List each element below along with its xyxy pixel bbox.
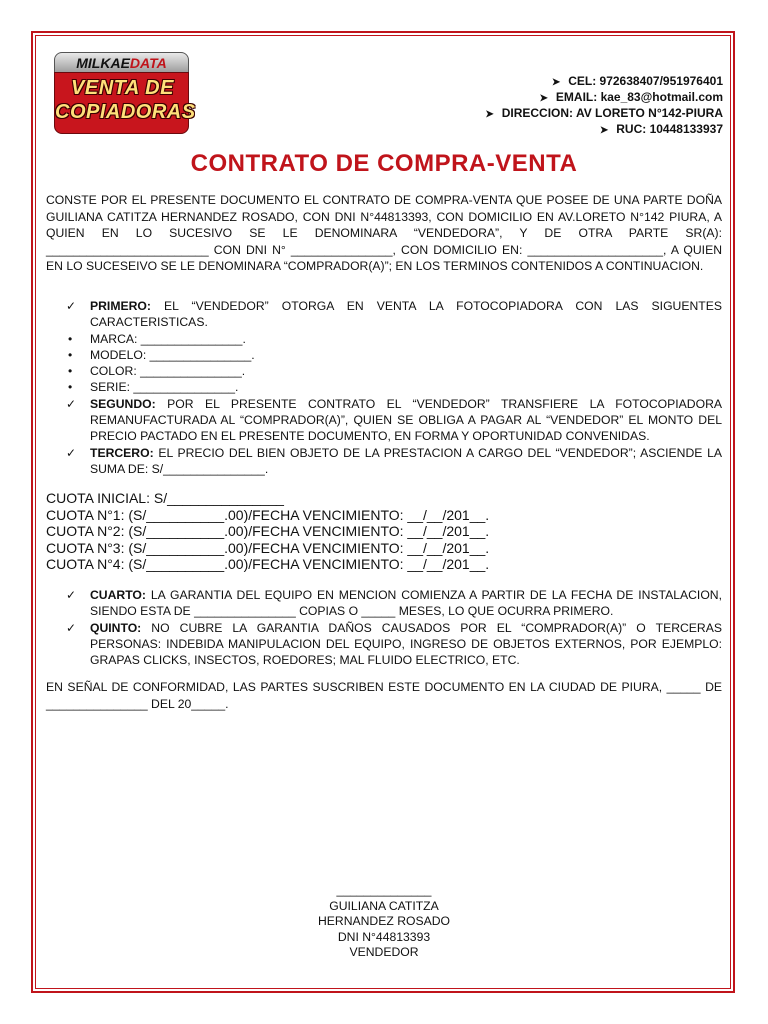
installments-list	[46, 490, 489, 573]
signer-role: VENDEDOR	[349, 945, 419, 959]
logo-banner	[54, 72, 196, 134]
contact-info	[485, 74, 723, 138]
clause-text: MODELO: _______________.	[90, 347, 255, 362]
installment-line: CUOTA INICIAL: S/_______________	[46, 490, 284, 506]
clause-text: SERIE: _______________.	[90, 380, 239, 395]
clause-text: POR EL PRESENTE CONTRATO EL “VENDEDOR” TRANSFIERE LA FOTOCOPIADORA REMANUFACTURADA AL “COMPRADOR(A)”, QUIEN SE OBLIGA A PAGAR AL “VENDEDOR” EL MONTO DEL PRECIO PACTADO EN EL PRESENTE DOCUMENTO, EN FORMA Y OPORTUNIDAD CONVENIDAS.	[90, 396, 722, 444]
clause-text: EL “VENDEDOR” OTORGA EN VENTA LA FOTOCOPIADORA CON LAS SIGUENTES CARACTERISTICAS.	[90, 299, 722, 330]
clause-label: QUINTO:	[90, 620, 142, 635]
clause-item	[46, 445, 722, 478]
signer-name-1: GUILIANA CATITZA	[329, 898, 439, 913]
clause-label: SEGUNDO:	[90, 396, 156, 411]
logo-brand	[54, 52, 189, 74]
clause-item	[46, 331, 722, 347]
logo-line-1: VENTA DE	[71, 77, 174, 99]
checkmark-icon: ✓	[66, 588, 77, 602]
clause-label: CUARTO:	[90, 588, 146, 602]
clause-item	[46, 379, 722, 395]
clause-label: PRIMERO:	[90, 299, 151, 313]
clause-item	[46, 347, 722, 363]
checkmark-icon: ✓	[66, 299, 77, 313]
contact-phone: ➤ CEL: 972638407/951976401	[485, 74, 723, 90]
installment-line: CUOTA N°2: (S/__________.00)/FECHA VENCIMIENTO: __/__/201__.	[46, 523, 490, 539]
checkmark-icon: ✓	[66, 620, 77, 635]
bullet-icon: •	[68, 380, 73, 395]
intro-paragraph: CONSTE POR EL PRESENTE DOCUMENTO EL CONTRATO DE COMPRA-VENTA QUE POSEE DE UNA PARTE DOÑA GUILIANA CATITZA HERNANDEZ ROSADO, CON DNI N°44813393, CON DOMICILIO EN AV.LORETO N°142 PIURA, A QUIEN EN LO SUCESIVO SE LE DENOMINARA “VENDEDORA”, Y DE OTRA PARTE SR(A): ________________________ CON DNI N° _______________, CON DOMICILIO EN: ____________________, A QUIEN EN LO SUCESEIVO SE LE DENOMINARA “COMPRADOR(A)”; EN LOS TERMINOS CONTENIDOS A CONTINUACION.	[46, 193, 722, 273]
clause-item	[46, 587, 722, 620]
clause-item	[46, 298, 722, 331]
clause-item	[46, 396, 722, 445]
clause-text: COLOR: _______________.	[90, 364, 246, 379]
signer-dni: DNI N°44813393	[337, 929, 431, 944]
closing-paragraph: EN SEÑAL DE CONFORMIDAD, LAS PARTES SUSCRIBEN ESTE DOCUMENTO EN LA CIUDAD DE PIURA, _____ DE _______________ DEL 20_____.	[46, 680, 722, 711]
document-title: CONTRATO DE COMPRA-VENTA	[190, 150, 578, 177]
signer-name-2: HERNANDEZ ROSADO	[317, 914, 451, 928]
company-logo	[54, 52, 196, 134]
contact-address: ➤ DIRECCION: AV LORETO N°142-PIURA	[485, 106, 723, 122]
signature-line: ______________	[336, 883, 432, 897]
logo-brand-a: MILKAE	[76, 55, 130, 71]
logo-brand-b: DATA	[129, 55, 167, 71]
clause-label: TERCERO:	[90, 445, 154, 460]
checkmark-icon: ✓	[66, 445, 77, 460]
clauses-list-2	[46, 587, 722, 668]
checkmark-icon: ✓	[66, 396, 77, 411]
installment-line: CUOTA N°3: (S/__________.00)/FECHA VENCIMIENTO: __/__/201__.	[46, 539, 490, 556]
logo-line-2: COPIADORAS	[55, 101, 196, 123]
bullet-icon: •	[68, 331, 73, 346]
clause-text: MARCA: _______________.	[90, 331, 246, 346]
bullet-icon: •	[68, 364, 73, 379]
installment-line: CUOTA N°4: (S/__________.00)/FECHA VENCIMIENTO: __/__/201__.	[46, 556, 490, 572]
clause-text: EL PRECIO DEL BIEN OBJETO DE LA PRESTACION A CARGO DEL “VENDEDOR”; ASCIENDE LA SUMA DE: S/_______________.	[90, 445, 722, 476]
clause-text: LA GARANTIA DEL EQUIPO EN MENCION COMIENZA A PARTIR DE LA FECHA DE INSTALACION, SIENDO ESTA DE _______________ COPIAS O _____ MESES, LO QUE OCURRA PRIMERO.	[90, 588, 722, 619]
bullet-icon: •	[68, 347, 73, 362]
clause-item	[46, 363, 722, 379]
contact-email: ➤ EMAIL: kae_83@hotmail.com	[485, 90, 723, 106]
clause-item	[46, 620, 722, 669]
signature-block	[284, 883, 484, 961]
clauses-list-1	[46, 298, 722, 477]
contact-ruc: ➤ RUC: 10448133937	[485, 122, 723, 138]
clause-text: NO CUBRE LA GARANTIA DAÑOS CAUSADOS POR EL “COMPRADOR(A)” O TERCERAS PERSONAS: INDEBIDA MANIPULACION DEL EQUIPO, INGRESO DE OBJETOS EXTERNOS, POR EJEMPLO: GRAPAS CLICKS, INSECTOS, ROEDORES; MAL FLUIDO ELECTRICO, ETC.	[90, 620, 722, 668]
installment-line: CUOTA N°1: (S/__________.00)/FECHA VENCIMIENTO: __/__/201__.	[46, 506, 490, 523]
